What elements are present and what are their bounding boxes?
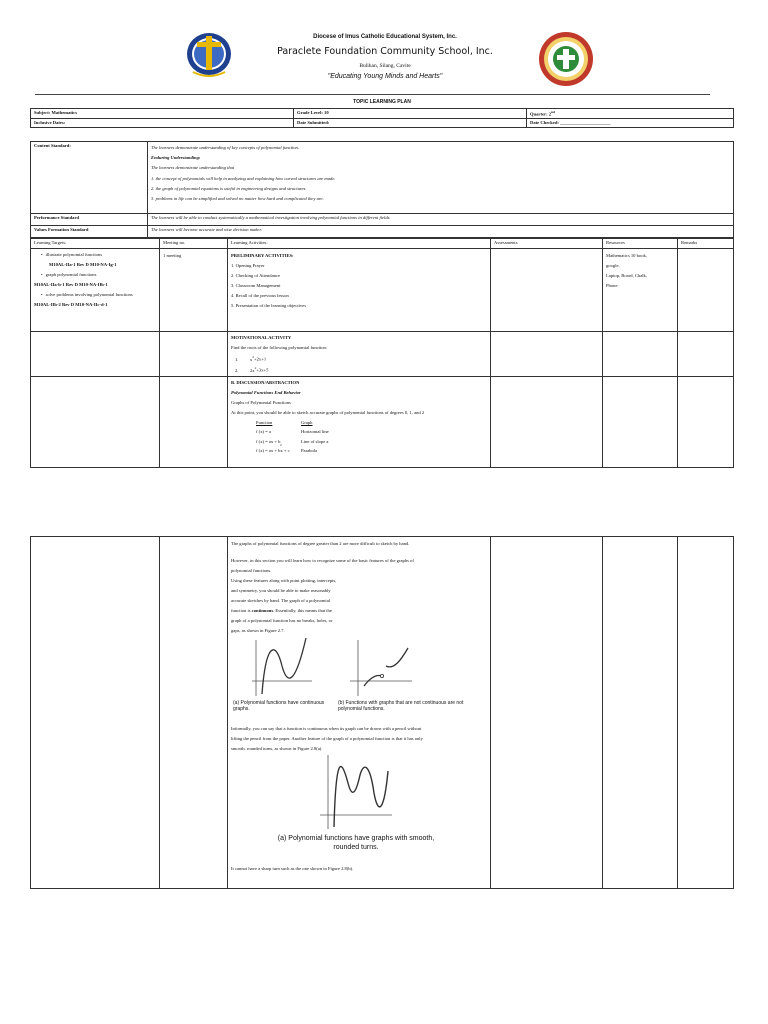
activities-cell xyxy=(228,249,491,332)
resource-line: Laptop, Board, Chalk, xyxy=(606,273,647,279)
discussion-title: B. DISCUSSION/ABSTRACTION xyxy=(231,380,300,385)
paragraph-line: accurate sketches by hand. The graph of a polynomial xyxy=(231,597,331,603)
motivational-title: MOTIVATIONAL ACTIVITY xyxy=(231,335,292,340)
discussion-topic: Graphs of Polynomial Functions xyxy=(231,400,291,406)
discontinuous-graph-icon xyxy=(346,636,416,698)
target-code: M10AL-IIb-2 Rev D M10-NA-IIc-d-1 xyxy=(34,302,108,308)
page-title: TOPIC LEARNING PLAN xyxy=(353,99,411,105)
empty-cell xyxy=(160,377,228,468)
resource-line: google, xyxy=(606,263,620,269)
list-item: 2. Checking of Attendance xyxy=(231,273,280,279)
plan-table xyxy=(30,238,734,468)
col-header: Learning Activities: xyxy=(228,239,491,249)
list-item xyxy=(231,355,487,362)
col-header: Resources xyxy=(603,239,678,249)
motivational-instruction: Find the roots of the following polynomial function: xyxy=(231,345,328,351)
content-line: The learners demonstrate understanding that xyxy=(151,165,235,171)
discussion-continued-cell xyxy=(228,537,491,889)
function-row xyxy=(231,439,487,445)
learning-targets-cell xyxy=(31,249,160,332)
empty-cell xyxy=(678,377,734,468)
empty-cell xyxy=(603,377,678,468)
preliminary-title: PRELIMINARY ACTIVITIES: xyxy=(231,253,294,258)
function-expr: f (x) = ax + bx + c xyxy=(256,447,290,453)
paragraph-line xyxy=(231,608,487,614)
expr-base: x xyxy=(250,356,253,362)
table-row xyxy=(31,537,734,889)
col-header: Learning Targets: xyxy=(31,239,160,249)
plan-header-row xyxy=(31,239,734,249)
item-number: 2. xyxy=(235,367,239,373)
list-item: • solve problems involving polynomial functions xyxy=(41,292,133,298)
quarter-sup: nd xyxy=(551,110,555,114)
paragraph-line: polynomial functions. xyxy=(231,567,272,573)
list-item: 1. Opening Prayer xyxy=(231,263,265,269)
empty-cell xyxy=(491,537,603,889)
date-checked-cell: Date Checked: ______________________ xyxy=(527,119,734,128)
paragraph: It cannot have a sharp turn such as the one shown in Figure 2.8(b). xyxy=(231,866,354,872)
figure-2-7 xyxy=(231,636,487,726)
target-text: graph polynomial functions xyxy=(45,272,97,278)
paragraph-line: Informally, you can say that a function is continuous when its graph can be drawn with a pencil without xyxy=(231,725,422,731)
empty-cell xyxy=(160,332,228,377)
expr-rest: +2x+1 xyxy=(254,356,267,362)
list-item: 5. Presentation of the learning objectives xyxy=(231,303,307,309)
standards-table xyxy=(30,141,734,238)
table-row xyxy=(31,249,734,332)
expr-base: 2x xyxy=(250,367,255,373)
list-item: • illustrate polynomial functions xyxy=(41,252,103,257)
empty-cell xyxy=(678,332,734,377)
expr-rest: +3x+5 xyxy=(256,367,269,373)
graph-type: Parabola xyxy=(301,447,318,453)
performance-standard-label: Performance Standard xyxy=(31,214,148,226)
plan-table-continued xyxy=(30,536,734,889)
expr-exponent: 2 xyxy=(252,355,255,360)
paragraph-line: Using these features along with point plotting, intercepts, xyxy=(231,577,337,583)
resource-line: Phone xyxy=(606,283,618,289)
content-line: 2. the graph of polynomial equations is useful in engineering designs and structures. xyxy=(151,185,307,191)
figure-2-8a xyxy=(231,753,487,863)
content-line: 3. problems in life can be simplified and solved no matter how hard and complicated they are. xyxy=(151,196,324,202)
function-row xyxy=(231,442,487,454)
header-divider xyxy=(35,94,710,95)
smooth-turns-graph-icon xyxy=(316,753,396,831)
empty-cell xyxy=(491,377,603,468)
col-header: Assessments xyxy=(491,239,603,249)
empty-cell xyxy=(603,537,678,889)
content-standard-text xyxy=(148,142,734,214)
discussion-cell xyxy=(228,377,491,468)
figure-caption-c: (a) Polynomial functions have graphs with smooth, rounded turns. xyxy=(277,835,435,851)
list-item xyxy=(231,366,487,373)
item-number: 1. xyxy=(235,356,239,362)
empty-cell xyxy=(603,332,678,377)
list-item: 3. Classroom Management xyxy=(231,283,281,289)
function-col-header: Function xyxy=(256,420,273,426)
figure-caption-a: (a) Polynomial functions have continuous graphs. xyxy=(233,699,325,712)
content-line: 1. the concept of polynomials will help in analyzing and explaining how curved structures are made. xyxy=(151,175,336,181)
school-seal-icon xyxy=(537,30,595,88)
table-row xyxy=(31,377,734,468)
target-text: illustrate polynomial functions xyxy=(45,252,103,257)
paragraph-line: and symmetry, you should be able to make reasonably xyxy=(231,587,331,593)
paragraph-line: lifting the pencil from the paper. Another feature of the graph of a polynomial function is that it has only xyxy=(231,735,423,741)
quarter-text: Quarter: 2 xyxy=(530,111,552,117)
school-address: Bulihan, Silang, Cavite xyxy=(359,63,411,69)
remarks-cell xyxy=(678,249,734,332)
paragraph: The graphs of polynomial functions of degree greater than 2 are more difficult to sketch by hand. xyxy=(231,541,410,546)
subject-cell: Subject: Mathematics xyxy=(31,109,294,119)
function-table-header xyxy=(231,420,487,426)
empty-cell xyxy=(31,332,160,377)
empty-cell xyxy=(31,377,160,468)
table-row xyxy=(31,332,734,377)
paragraph-line: graph of a polynomial function has no breaks, holes, or xyxy=(231,617,333,623)
function-expr: f (x) = a xyxy=(256,429,271,435)
meeting-cell: 1 meeting xyxy=(160,249,228,332)
quarter-cell xyxy=(527,109,734,119)
diocese-logo-icon xyxy=(183,30,235,82)
paragraph-line: gaps, as shown in Figure 2.7. xyxy=(231,627,285,633)
school-name: Paraclete Foundation Community School, Inc. xyxy=(277,46,493,57)
figure-caption-b: (b) Functions with graphs that are not continuous are not polynomial functions. xyxy=(338,699,464,712)
target-text: solve problems involving polynomial functions xyxy=(45,292,133,298)
graph-col-header: Graph xyxy=(301,420,313,426)
empty-cell xyxy=(491,332,603,377)
expr-exponent: 2 xyxy=(254,366,257,371)
resources-cell xyxy=(603,249,678,332)
resource-line: Mathematics 10 book, xyxy=(606,253,647,258)
assessment-cell xyxy=(491,249,603,332)
content-line: The learners demonstrate understanding of key concepts of polynomial function. xyxy=(151,145,299,150)
empty-cell xyxy=(31,537,160,889)
content-standard-label: Content Standard: xyxy=(31,142,148,214)
inclusive-dates-cell: Inclusive Dates: xyxy=(31,119,294,128)
empty-cell xyxy=(160,537,228,889)
graph-type: Horizontal line xyxy=(301,429,329,435)
date-submitted-cell: Date Submitted: xyxy=(294,119,527,128)
info-table xyxy=(30,108,734,128)
values-standard-label: Values Formation Standard xyxy=(31,226,148,238)
expr-exponent: 2 xyxy=(280,442,282,447)
col-header: Remarks xyxy=(678,239,734,249)
continuous-graph-icon xyxy=(246,636,316,698)
values-standard-text: The learners will become accurate and wise decision maker. xyxy=(148,226,734,238)
paragraph-line: However, in this section you will learn how to recognize some of the basic features of the graphs of xyxy=(231,557,414,563)
text-run: function is xyxy=(231,607,252,613)
list-item: 4. Recall of the previous lesson xyxy=(231,293,289,299)
target-code: M10AL-IIa-1 Rev D M10-NA-Ig-1 xyxy=(49,262,117,268)
grade-cell: Grade Level: 10 xyxy=(294,109,527,119)
letterhead xyxy=(0,0,768,100)
graph-type: Line of slope a xyxy=(301,438,329,444)
enduring-title: Enduring Understanding: xyxy=(151,155,201,161)
list-item: • graph polynomial functions xyxy=(41,272,97,278)
text-bold: continuous xyxy=(251,607,274,613)
function-expr: f (x) = ax + b xyxy=(256,438,281,444)
discussion-subtitle: Polynomial Functions End Behavior xyxy=(231,390,301,396)
function-row xyxy=(231,429,487,435)
empty-cell xyxy=(678,537,734,889)
col-header: Meeting no. xyxy=(160,239,228,249)
performance-standard-text: The learners will be able to conduct systematically a mathematical investigation involving polynomial functions in different fields. xyxy=(148,214,734,226)
discussion-intro: At this point, you should be able to sketch accurate graphs of polynomial functions of degrees 0, 1, and 2 xyxy=(231,410,425,416)
school-motto: "Educating Young Minds and Hearts" xyxy=(327,73,443,80)
paragraph-line: smooth, rounded turns, as shown in Figure 2.8(a). xyxy=(231,745,323,751)
text-run: . Essentially, this means that the xyxy=(273,607,332,613)
diocese-name: Diocese of Imus Catholic Educational System, Inc. xyxy=(313,34,457,40)
motivational-cell xyxy=(228,332,491,377)
target-code: M10AL-IIa-b-1 Rev D M10-NA-IIb-1 xyxy=(34,282,108,288)
